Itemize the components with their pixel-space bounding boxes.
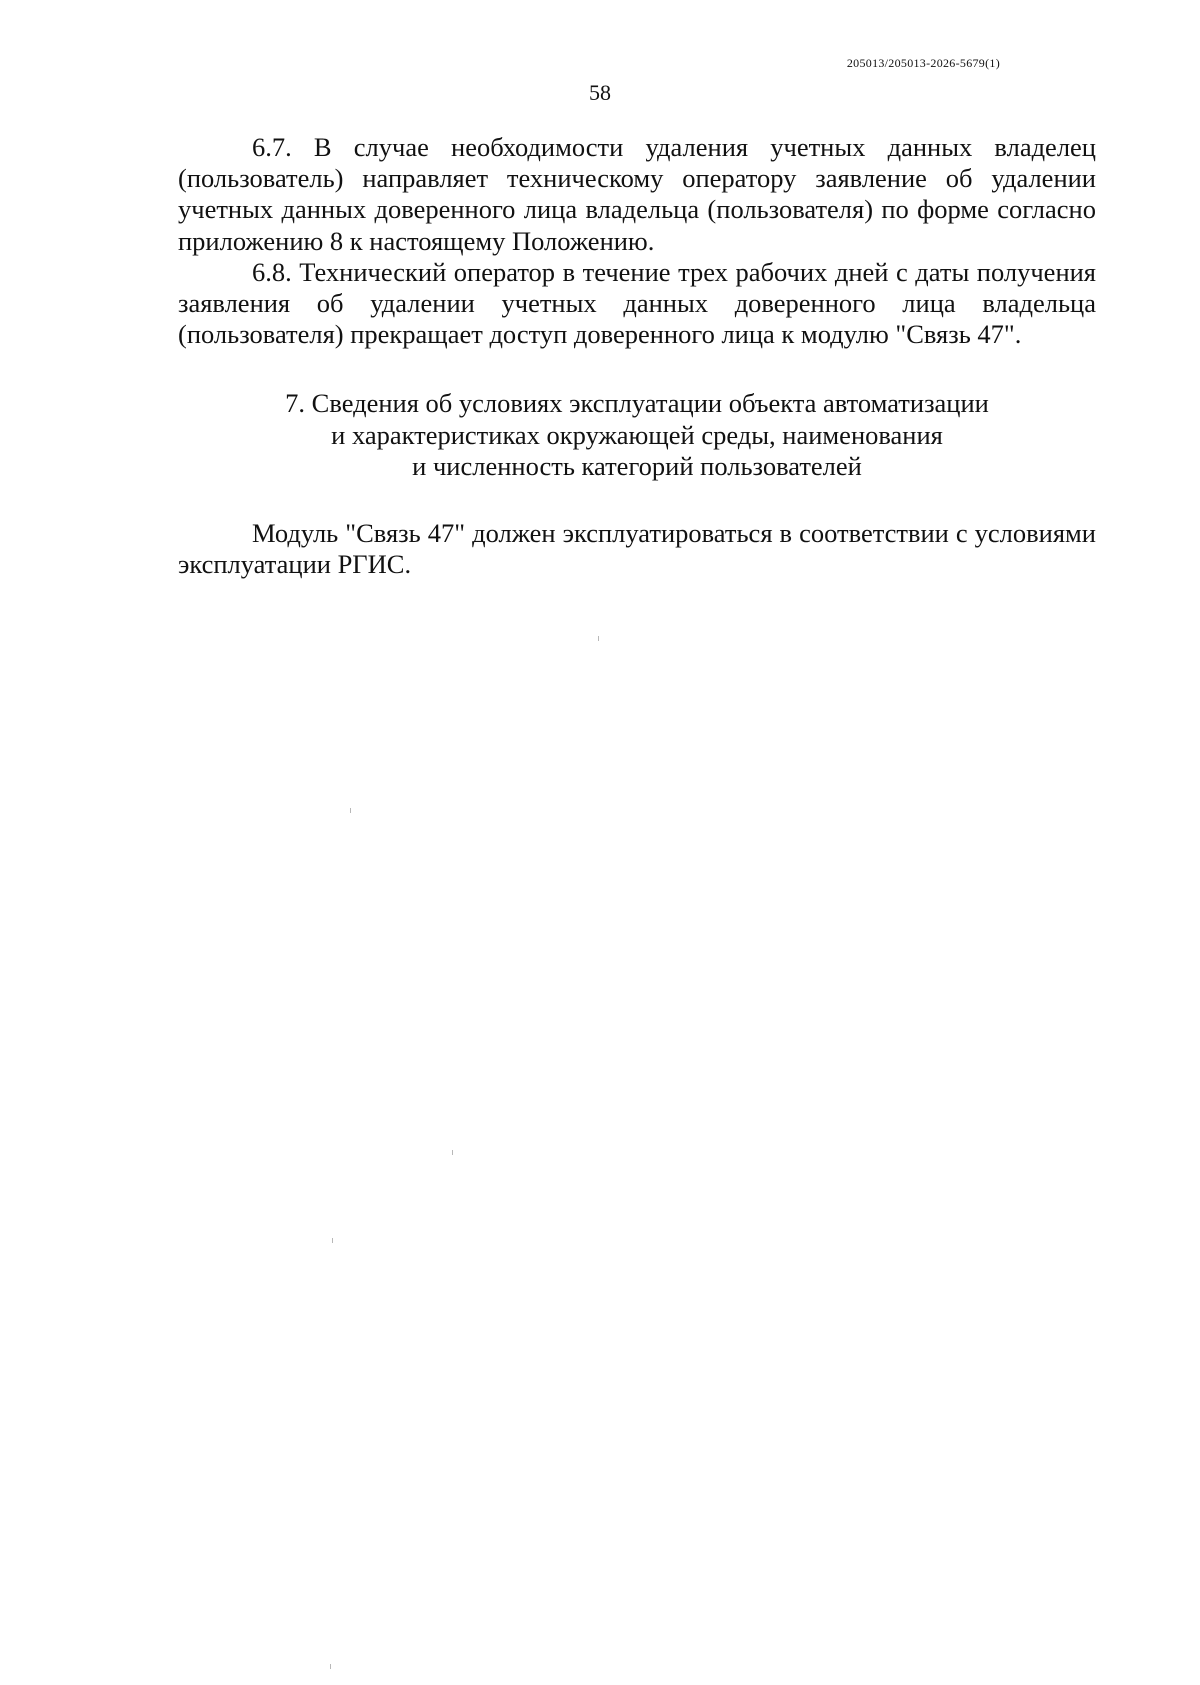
document-id: 205013/205013-2026-5679(1) bbox=[846, 56, 1000, 70]
paragraph-6-7: 6.7. В случае необходимости удаления учетных данных владелец (пользователь) направляет техническому оператору заявление об удалении учетных данных доверенного лица владельца (пользователя) по форме согласно приложению 8 к настоящему Положению. bbox=[178, 132, 1096, 256]
section-7-body: Модуль "Связь 47" должен эксплуатироваться в соответствии с условиями эксплуатации РГИС. bbox=[178, 518, 1096, 580]
section-heading-line: 7. Сведения об условиях эксплуатации объекта автоматизации bbox=[285, 388, 989, 419]
document-body bbox=[178, 132, 1096, 580]
paragraph-6-8: 6.8. Технический оператор в течение трех рабочих дней с даты получения заявления об удалении учетных данных доверенного лица владельца (пользователя) прекращает доступ доверенного лица к модулю "Связь 47". bbox=[178, 256, 1096, 350]
scan-artifact bbox=[452, 1150, 453, 1155]
page-number: 58 bbox=[589, 80, 611, 105]
scan-artifact bbox=[332, 1238, 333, 1243]
section-heading-line: и характеристиках окружающей среды, наименования bbox=[331, 419, 943, 450]
scan-artifact bbox=[350, 808, 351, 813]
scan-artifact bbox=[330, 1664, 331, 1669]
section-heading-line: и численность категорий пользователей bbox=[412, 450, 862, 481]
scan-artifact bbox=[598, 636, 599, 641]
section-7-heading bbox=[178, 388, 1096, 482]
